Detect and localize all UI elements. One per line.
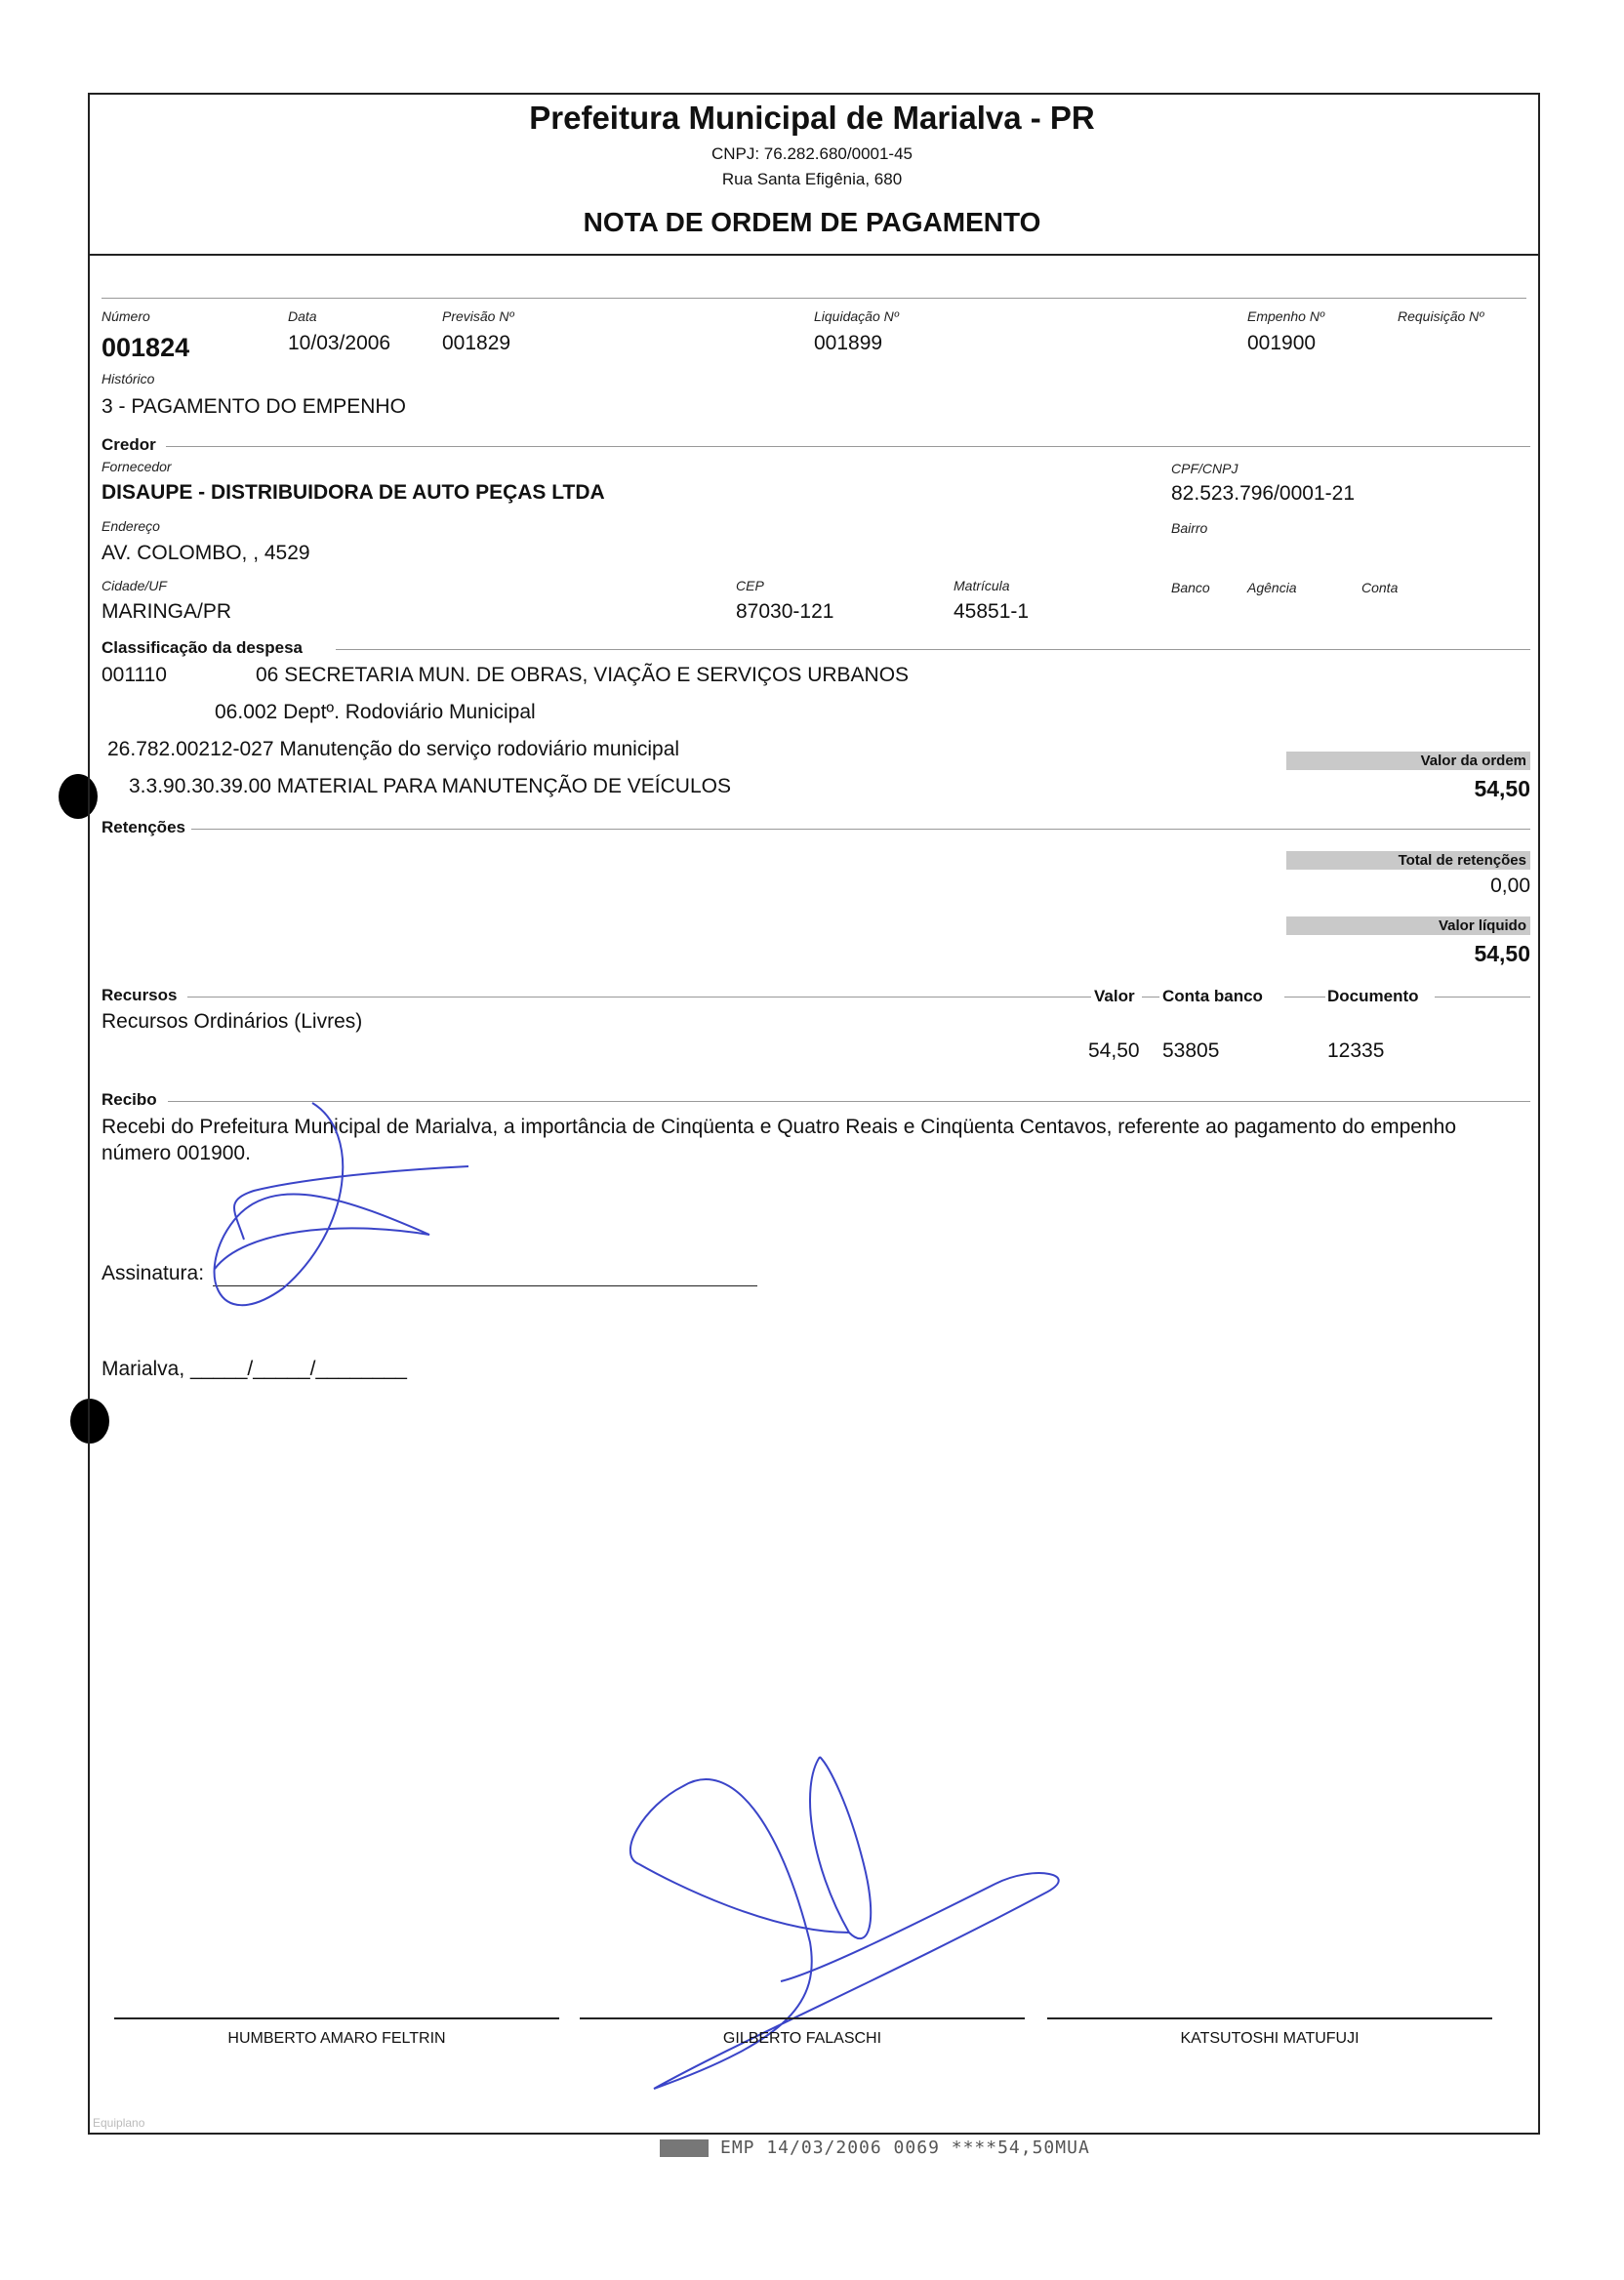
historico-value: 3 - PAGAMENTO DO EMPENHO — [102, 395, 406, 418]
endereco-value: AV. COLOMBO, , 4529 — [102, 542, 310, 564]
stamp-text: EMP 14/03/2006 0069 ****54,50MUA — [720, 2138, 1090, 2158]
retencoes-section: Retenções — [102, 818, 185, 836]
sig-line-3 — [1047, 2017, 1492, 2019]
numero-value: 001824 — [102, 333, 190, 362]
signatory-2: GILBERTO FALASCHI — [722, 2030, 882, 2047]
cidade-value: MARINGA/PR — [102, 600, 232, 623]
recursos-line-a — [187, 997, 1091, 998]
previsao-label: Previsão Nº — [442, 308, 514, 324]
fornecedor-value: DISAUPE - DISTRIBUIDORA DE AUTO PEÇAS LTDA — [102, 481, 605, 504]
local-date-label: Marialva, _____/_____/________ — [102, 1358, 407, 1380]
recursos-item: Recursos Ordinários (Livres) — [102, 1010, 363, 1033]
class-line1-code: 001110 — [102, 664, 167, 686]
conta-label: Conta — [1361, 580, 1399, 595]
header-divider-thin — [102, 298, 1526, 299]
data-label: Data — [288, 308, 317, 324]
cidade-label: Cidade/UF — [102, 578, 167, 593]
data-value: 10/03/2006 — [288, 332, 391, 354]
org-address: Rua Santa Efigênia, 680 — [721, 170, 903, 188]
numero-label: Número — [102, 308, 150, 324]
org-title: Prefeitura Municipal de Marialva - PR — [529, 100, 1095, 136]
recursos-valor-label: Valor — [1094, 987, 1135, 1005]
recursos-valor: 54,50 — [1088, 1039, 1140, 1062]
previsao-value: 001829 — [442, 332, 511, 354]
class-line1-text: 06 SECRETARIA MUN. DE OBRAS, VIAÇÃO E SERVIÇOS URBANOS — [256, 664, 910, 686]
historico-label: Histórico — [102, 371, 155, 387]
sig-line-2 — [580, 2017, 1025, 2019]
doc-title: NOTA DE ORDEM DE PAGAMENTO — [583, 207, 1041, 237]
sig-line-1 — [114, 2017, 559, 2019]
cpf-value: 82.523.796/0001-21 — [1171, 482, 1356, 505]
recipient-signature — [195, 1093, 488, 1386]
bairro-label: Bairro — [1171, 520, 1208, 536]
class-line3: 26.782.00212-027 Manutenção do serviço rodoviário municipal — [107, 738, 680, 760]
valor-liquido-label: Valor líquido — [1286, 916, 1530, 935]
footer-mark: Equiplano — [93, 2116, 145, 2130]
recursos-documento: 12335 — [1327, 1039, 1385, 1062]
classificacao-section: Classificação da despesa — [102, 638, 304, 657]
recursos-conta: 53805 — [1162, 1039, 1220, 1062]
org-cnpj: CNPJ: 76.282.680/0001-45 — [710, 144, 914, 163]
credor-line — [166, 446, 1530, 447]
recibo-section: Recibo — [102, 1090, 157, 1109]
total-retencoes-value: 0,00 — [1490, 875, 1530, 897]
recursos-line-d — [1435, 997, 1530, 998]
liquidacao-value: 001899 — [814, 332, 883, 354]
recibo-text: Recebi do Prefeitura Municipal de Marialva, a importância de Cinqüenta e Quatro Reais e Cinqüenta Centavos, referente ao pagamento do empenho número 001900. — [102, 1116, 1456, 1164]
valor-ordem-label: Valor da ordem — [1286, 752, 1530, 770]
total-retencoes-label: Total de retenções — [1286, 851, 1530, 870]
header-divider — [88, 254, 1540, 256]
recursos-conta-label: Conta banco — [1162, 987, 1263, 1005]
recursos-line-c — [1284, 997, 1325, 998]
matricula-label: Matrícula — [954, 578, 1010, 593]
requisicao-label: Requisição Nº — [1398, 308, 1484, 324]
empenho-label: Empenho Nº — [1247, 308, 1325, 324]
class-line4: 3.3.90.30.39.00 MATERIAL PARA MANUTENÇÃO DE VEÍCULOS — [129, 775, 731, 797]
empenho-value: 001900 — [1247, 332, 1317, 354]
cpf-label: CPF/CNPJ — [1171, 461, 1238, 476]
matricula-value: 45851-1 — [954, 600, 1030, 623]
retencoes-line — [191, 829, 1530, 830]
liquidacao-label: Liquidação Nº — [814, 308, 899, 324]
banco-label: Banco — [1171, 580, 1210, 595]
cep-value: 87030-121 — [736, 600, 834, 623]
recursos-line-b — [1142, 997, 1159, 998]
recursos-section: Recursos — [102, 986, 178, 1004]
recursos-documento-label: Documento — [1327, 987, 1419, 1005]
credor-section: Credor — [102, 435, 156, 454]
valor-ordem-value: 54,50 — [1474, 776, 1530, 801]
class-line2: 06.002 Deptº. Rodoviário Municipal — [215, 701, 536, 723]
bank-stamp — [660, 2138, 1090, 2158]
signatory-3: KATSUTOSHI MATUFUJI — [1180, 2030, 1360, 2047]
valor-liquido-value: 54,50 — [1474, 941, 1530, 966]
endereco-label: Endereço — [102, 518, 160, 534]
classificacao-line — [336, 649, 1530, 650]
stamp-logo-icon — [660, 2139, 709, 2157]
cep-label: CEP — [736, 578, 764, 593]
agencia-label: Agência — [1247, 580, 1297, 595]
signatory-1: HUMBERTO AMARO FELTRIN — [227, 2030, 446, 2047]
assinatura-label: Assinatura: — [102, 1262, 205, 1284]
fornecedor-label: Fornecedor — [102, 459, 172, 474]
